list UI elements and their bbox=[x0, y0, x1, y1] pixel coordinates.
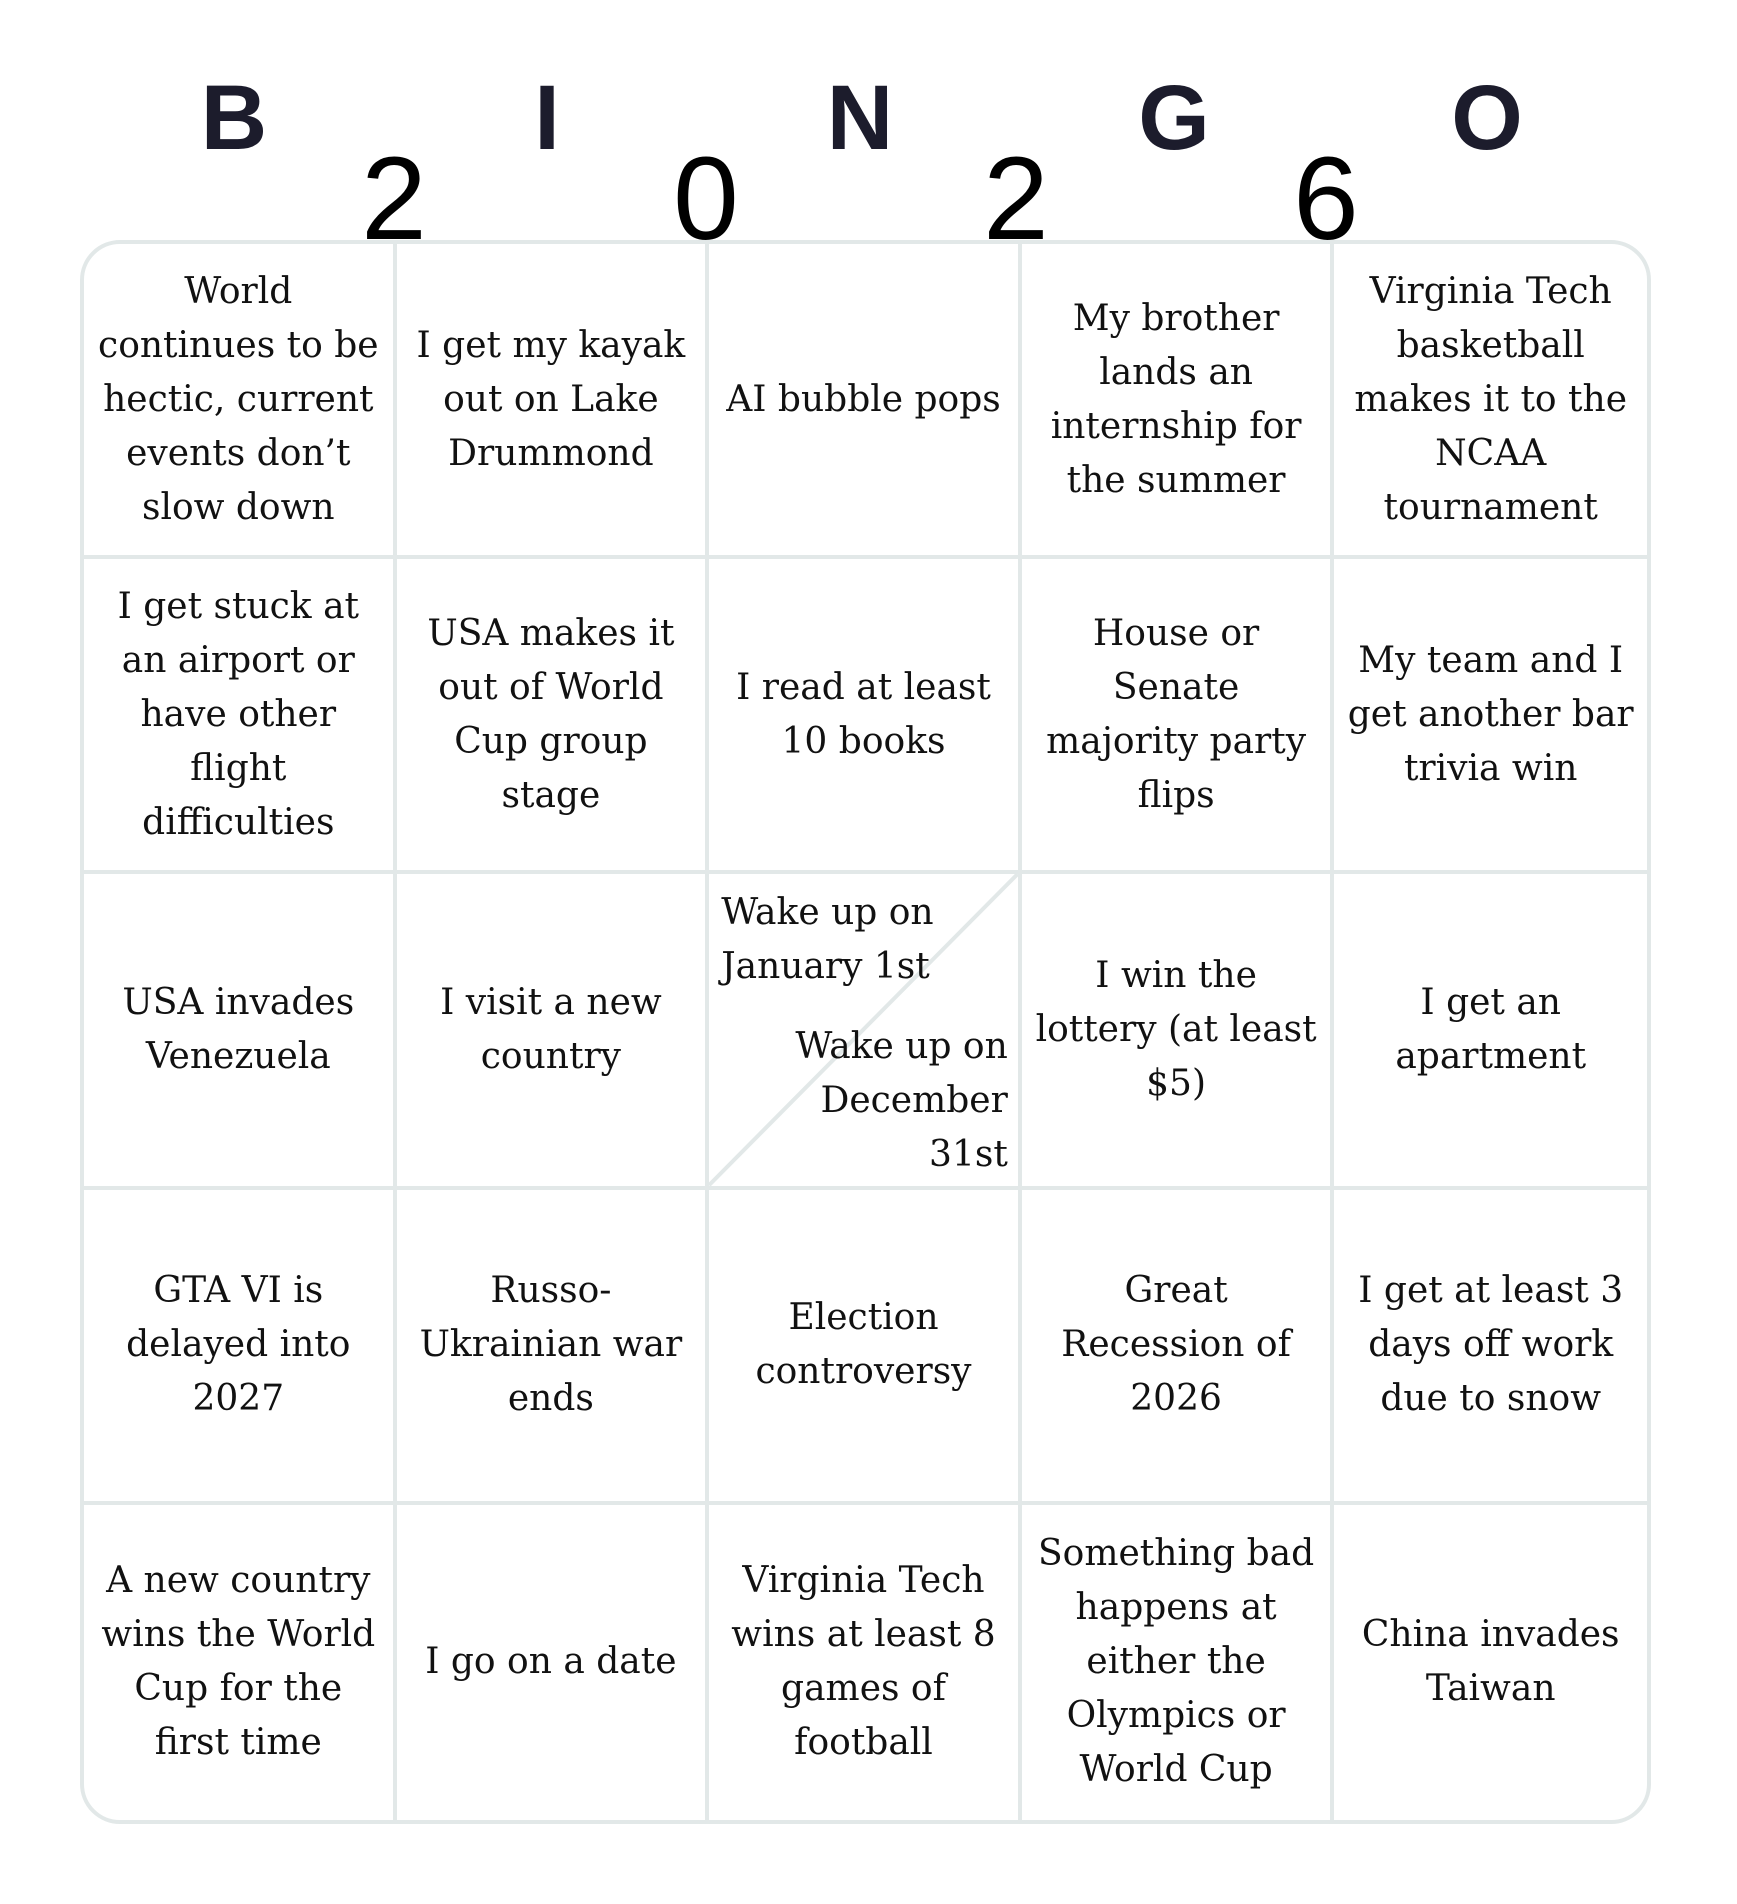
bingo-cell[interactable] bbox=[1334, 1190, 1647, 1505]
bingo-cell[interactable] bbox=[1022, 874, 1335, 1189]
bingo-cell[interactable] bbox=[1022, 559, 1335, 874]
cell-text: Great Recession of 2026 bbox=[1061, 1270, 1291, 1420]
cell-text: I get stuck at an airport or have other flight difficulties bbox=[117, 585, 359, 843]
bingo-cell[interactable] bbox=[709, 1190, 1022, 1505]
cell-text: World continues to be hectic, current events don’t slow down bbox=[98, 270, 379, 528]
cell-text: USA makes it out of World Cup group stage bbox=[427, 612, 675, 816]
bingo-cell[interactable] bbox=[397, 1190, 710, 1505]
cell-text: Election controversy bbox=[755, 1297, 972, 1393]
bingo-cell[interactable] bbox=[1334, 244, 1647, 559]
bingo-cell[interactable] bbox=[397, 244, 710, 559]
bingo-board bbox=[80, 240, 1651, 1824]
header-letter-i: I bbox=[534, 67, 560, 169]
cell-text: GTA VI is delayed into 2027 bbox=[126, 1270, 351, 1420]
bingo-cell[interactable] bbox=[709, 1505, 1022, 1820]
cell-text: Something bad happens at either the Olympics or World Cup bbox=[1038, 1533, 1315, 1791]
cell-text: My brother lands an internship for the summer bbox=[1050, 297, 1302, 501]
header-letter-g: G bbox=[1138, 67, 1210, 169]
bingo-cell[interactable] bbox=[84, 244, 397, 559]
bingo-cell[interactable] bbox=[84, 1505, 397, 1820]
bingo-cell[interactable] bbox=[84, 874, 397, 1189]
bingo-cell[interactable] bbox=[1022, 1505, 1335, 1820]
bingo-cell[interactable] bbox=[397, 874, 710, 1189]
cell-text: House or Senate majority party flips bbox=[1046, 612, 1307, 816]
free-space-bottom-text: Wake up on December 31st bbox=[795, 1025, 1008, 1175]
cell-text: I win the lottery (at least $5) bbox=[1035, 954, 1317, 1104]
cell-text: I read at least 10 books bbox=[736, 666, 991, 762]
bingo-cell[interactable] bbox=[397, 1505, 710, 1820]
cell-text: Virginia Tech wins at least 8 games of football bbox=[731, 1560, 996, 1764]
cell-text: Virginia Tech basketball makes it to the NCAA tournament bbox=[1354, 270, 1627, 528]
bingo-cell[interactable] bbox=[1334, 1505, 1647, 1820]
bingo-cell[interactable] bbox=[1334, 874, 1647, 1189]
header-letter-o: O bbox=[1451, 67, 1523, 169]
cell-text: I get an apartment bbox=[1395, 981, 1587, 1077]
bingo-cell[interactable] bbox=[84, 559, 397, 874]
bingo-cell[interactable] bbox=[709, 559, 1022, 874]
free-space-cell[interactable] bbox=[709, 874, 1022, 1189]
bingo-cell[interactable] bbox=[397, 559, 710, 874]
cell-text: China invades Taiwan bbox=[1361, 1614, 1620, 1710]
header-letter-b: B bbox=[200, 67, 268, 169]
cell-text: USA invades Venezuela bbox=[122, 981, 355, 1077]
cell-text: I get at least 3 days off work due to snow bbox=[1358, 1270, 1624, 1420]
year-digit-1: 2 bbox=[361, 133, 427, 265]
cell-text: AI bubble pops bbox=[726, 378, 1001, 420]
year-digit-4: 6 bbox=[1293, 133, 1359, 265]
free-space-top-text: Wake up on January 1st bbox=[721, 892, 934, 988]
cell-text: I visit a new country bbox=[440, 981, 662, 1077]
year-digit-3: 2 bbox=[983, 133, 1049, 265]
cell-text: I get my kayak out on Lake Drummond bbox=[416, 324, 686, 474]
header-letter-n: N bbox=[826, 67, 894, 169]
cell-text: A new country wins the World Cup for the first time bbox=[101, 1560, 376, 1764]
bingo-cell[interactable] bbox=[709, 244, 1022, 559]
bingo-cell[interactable] bbox=[84, 1190, 397, 1505]
bingo-cell[interactable] bbox=[1022, 244, 1335, 559]
cell-text: I go on a date bbox=[425, 1641, 677, 1683]
bingo-cell[interactable] bbox=[1334, 559, 1647, 874]
year-digit-2: 0 bbox=[673, 133, 739, 265]
cell-text: My team and I get another bar trivia win bbox=[1347, 639, 1634, 789]
cell-text: Russo-Ukrainian war ends bbox=[419, 1270, 683, 1420]
bingo-cell[interactable] bbox=[1022, 1190, 1335, 1505]
